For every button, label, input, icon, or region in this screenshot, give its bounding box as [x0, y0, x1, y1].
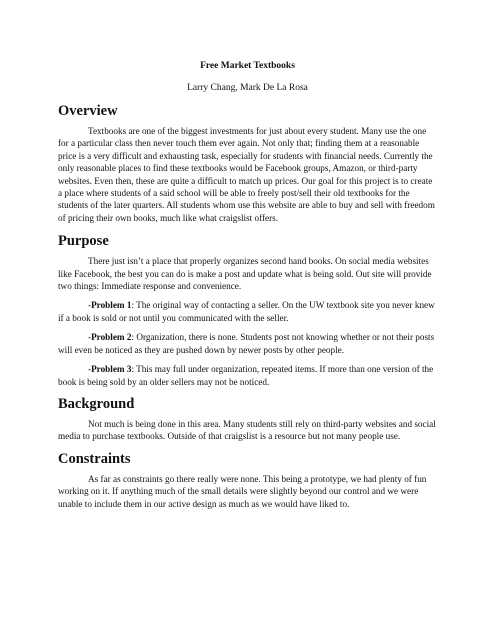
- document-title: Free Market Textbooks: [200, 61, 295, 71]
- problem-2-text: : Organization, there is none. Students post not knowing whether or not their posts will even be noticed as they are pushed down by newer posts by other people.: [58, 332, 435, 355]
- document-authors: Larry Chang, Mark De La Rosa: [187, 83, 308, 93]
- problem-1-paragraph: [58, 299, 437, 324]
- problem-3-label: Problem 3: [91, 364, 132, 375]
- problem-1-dash: -: [88, 300, 92, 311]
- constraints-paragraph: As far as constraints go there really were none. This being a prototype, we had plenty of fun working on it. If anything much of the small details were slightly beyond our control and we were unable to include them in our active design as much as we would have liked to.: [58, 473, 427, 509]
- problem-2-label: Problem 2: [91, 332, 132, 343]
- constraints-heading: Constraints: [58, 450, 131, 467]
- overview-heading: Overview: [58, 103, 118, 119]
- problem-1-label: Problem 1: [91, 300, 132, 311]
- purpose-heading: Purpose: [58, 233, 109, 250]
- background-paragraph: Not much is being done in this area. Many students still rely on third-party websites and social media to purchase textbooks. Outside of that craigslist is a resource but not many people use.: [58, 418, 436, 442]
- background-heading: Background: [58, 395, 135, 412]
- problem-2-dash: -: [88, 332, 92, 343]
- problem-3-text: : This may full under organization, repeated items. If more than one version of the book is being sold by an older sellers may not be noticed.: [58, 364, 434, 387]
- problem-1-text: : The original way of contacting a seller. On the UW textbook site you never knew if a book is sold or not until you communicated with the seller.: [58, 300, 435, 323]
- problem-2-paragraph: [58, 331, 437, 356]
- overview-paragraph: Textbooks are one of the biggest investments for just about every student. Many use the one for a particular class then never touch them ever again. Not only that; finding them at a reasonable price is a very difficult and exhausting task, especially for students with financial needs. Currently the only reasonable places to find these textbooks would be Facebook groups, Amazon, or third-party websites. Even then, these are quite a difficult to match up prices. Our goal for this project is to create a place where students of a said school will be able to freely post/sell their old textbooks for the students of the later quarters. All students whom use this website are able to buy and sell with freedom of pricing their own books, much like what craigslist offers.: [58, 126, 435, 223]
- problem-3-dash: -: [88, 364, 92, 375]
- purpose-paragraph: There just isn’t a place that properly organizes second hand books. On social media websites like Facebook, the best you can do is make a post and update what is being sold. Out site will provide two things: Immediate response and convenience.: [58, 256, 432, 292]
- problem-3-paragraph: [58, 363, 437, 388]
